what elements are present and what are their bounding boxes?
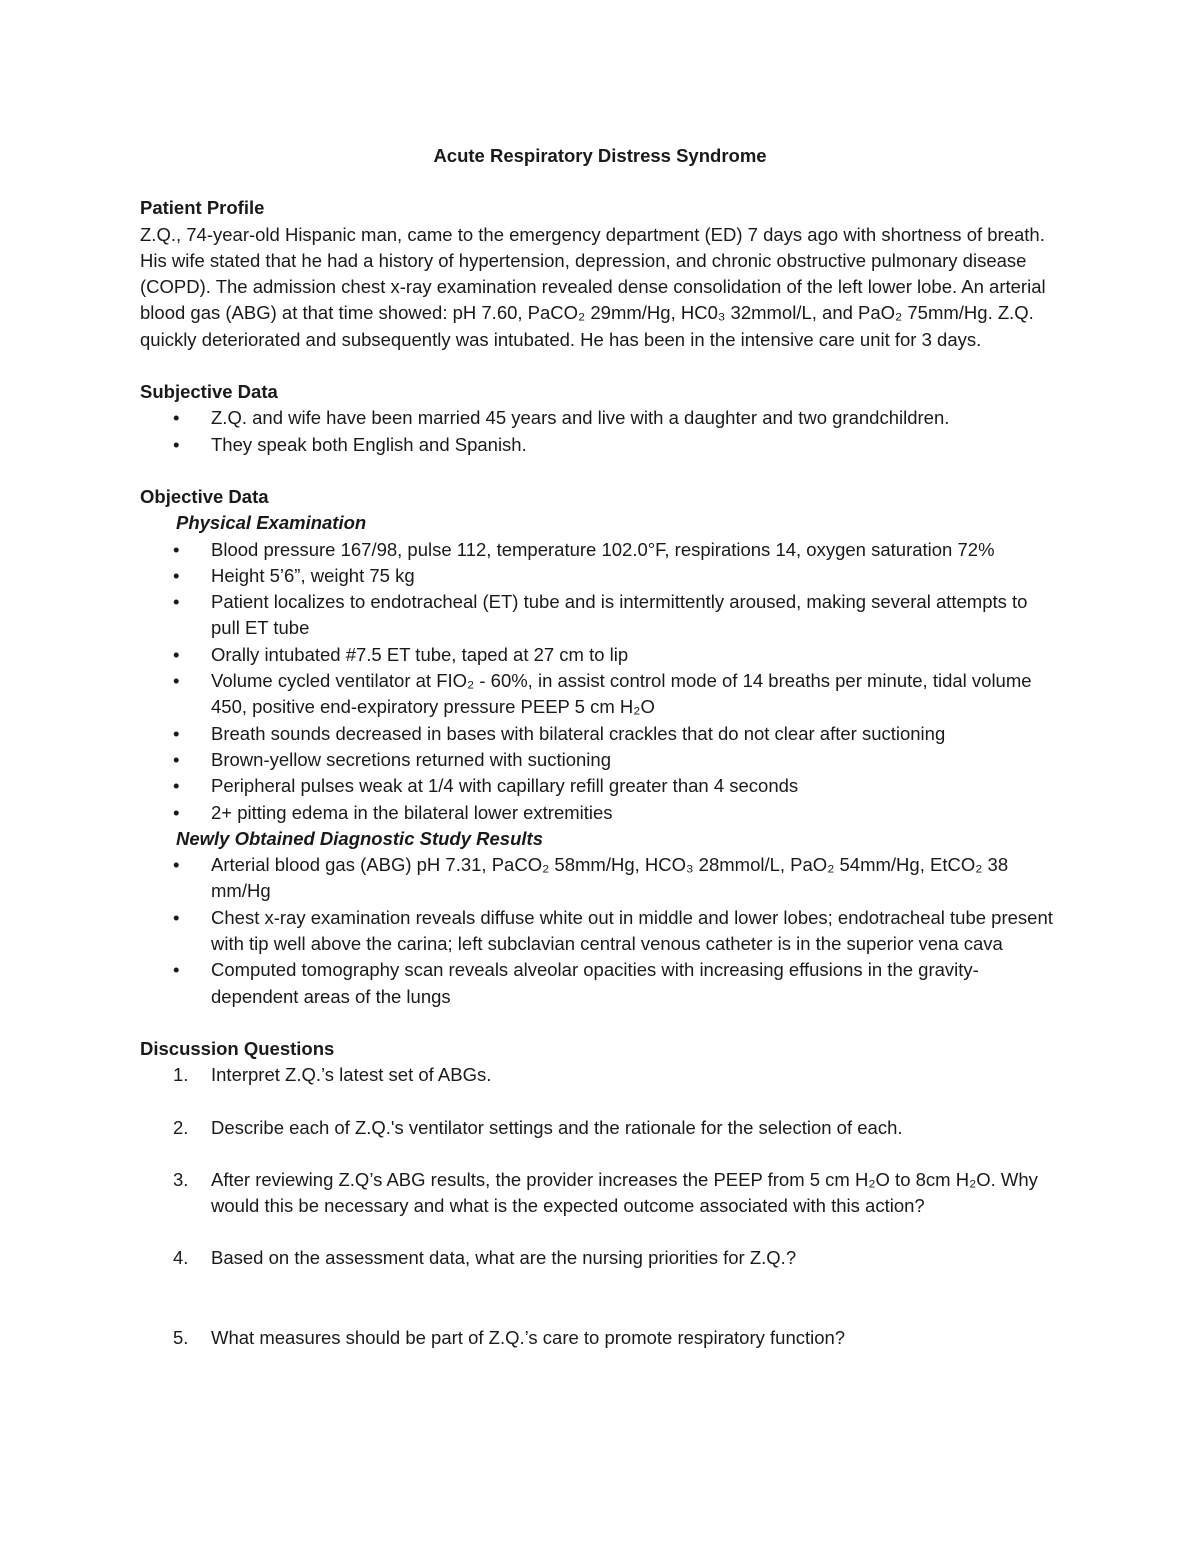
diagnostic-results-list [140,852,1060,1010]
question-item [140,1062,1060,1088]
objective-data-section [140,484,1060,1010]
objective-data-heading: Objective Data [140,485,269,507]
question-text: What measures should be part of Z.Q.’s care to promote respiratory function? [211,1326,846,1348]
list-item: • Breath sounds decreased in bases with bilateral crackles that do not clear after suctioning [140,721,1060,747]
list-item: • Computed tomography scan reveals alveolar opacities with increasing effusions in the gravity-dependent areas of the lungs [140,957,1060,1010]
patient-profile-text: Z.Q., 74-year-old Hispanic man, came to the emergency department (ED) 7 days ago with shortness of breath. His wife stated that he had a history of hypertension, depression, and chronic obstructive pulmonary disease (COPD). The admission chest x-ray examination revealed dense consolidation of the left lower lobe. An arterial blood gas (ABG) at that time showed: pH 7.60, PaCO₂ 29mm/Hg, HC0₃ 32mmol/L, and PaO₂ 75mm/Hg. Z.Q. quickly deteriorated and subsequently was intubated. He has been in the intensive care unit for 3 days. [140,223,1046,350]
list-item: • Peripheral pulses weak at 1/4 with capillary refill greater than 4 seconds [140,773,1060,799]
list-item: • They speak both English and Spanish. [140,432,1060,458]
subjective-data-section [140,379,1060,458]
discussion-questions-heading: Discussion Questions [140,1037,335,1059]
patient-profile-heading: Patient Profile [140,197,265,219]
list-item: • Patient localizes to endotracheal (ET) tube and is intermittently aroused, making several attempts to pull ET tube [140,589,1060,642]
question-text: Interpret Z.Q.’s latest set of ABGs. [211,1064,492,1086]
physical-exam-heading: Physical Examination [176,512,367,534]
list-item: • Orally intubated #7.5 ET tube, taped at 27 cm to lip [140,642,1060,668]
question-text: Describe each of Z.Q.'s ventilator settings and the rationale for the selection of each. [211,1116,903,1138]
list-item: • Arterial blood gas (ABG) pH 7.31, PaCO₂ 58mm/Hg, HCO₃ 28mmol/L, PaO₂ 54mm/Hg, EtCO₂ 38 mm/Hg [140,852,1060,905]
discussion-questions-list [140,1062,1060,1351]
question-item [140,1167,1060,1220]
subjective-data-heading: Subjective Data [140,381,278,403]
question-number: 1. [173,1064,189,1086]
discussion-questions-section [140,1036,1060,1351]
question-item [140,1245,1060,1271]
list-item: • Blood pressure 167/98, pulse 112, temperature 102.0°F, respirations 14, oxygen saturation 72% [140,537,1060,563]
list-item: • Volume cycled ventilator at FIO₂ - 60%, in assist control mode of 14 breaths per minute, tidal volume 450, positive end-expiratory pressure PEEP 5 cm H₂O [140,668,1060,721]
question-item [140,1115,1060,1141]
physical-exam-list [140,537,1060,826]
list-item: • Brown-yellow secretions returned with suctioning [140,747,1060,773]
question-number: 5. [173,1326,189,1348]
question-text: Based on the assessment data, what are the nursing priorities for Z.Q.? [211,1247,797,1269]
question-item [140,1325,1060,1351]
list-item: • 2+ pitting edema in the bilateral lower extremities [140,800,1060,826]
list-item: • Z.Q. and wife have been married 45 years and live with a daughter and two grandchildren. [140,405,1060,431]
question-number: 4. [173,1247,189,1269]
list-item: • Chest x-ray examination reveals diffuse white out in middle and lower lobes; endotracheal tube present with tip well above the carina; left subclavian central venous catheter is in the superior vena cava [140,905,1060,958]
diagnostic-results-heading: Newly Obtained Diagnostic Study Results [176,827,543,849]
list-item: • Height 5’6”, weight 75 kg [140,563,1060,589]
patient-profile-section [140,195,1060,353]
document-page [140,143,1060,1351]
question-number: 3. [173,1168,189,1190]
question-text: After reviewing Z.Q’s ABG results, the provider increases the PEEP from 5 cm H₂O to 8cm H₂O. Why would this be necessary and what is the expected outcome associated with this action? [211,1168,1038,1217]
subjective-data-list [140,405,1060,458]
document-title: Acute Respiratory Distress Syndrome [433,145,767,166]
question-number: 2. [173,1116,189,1138]
